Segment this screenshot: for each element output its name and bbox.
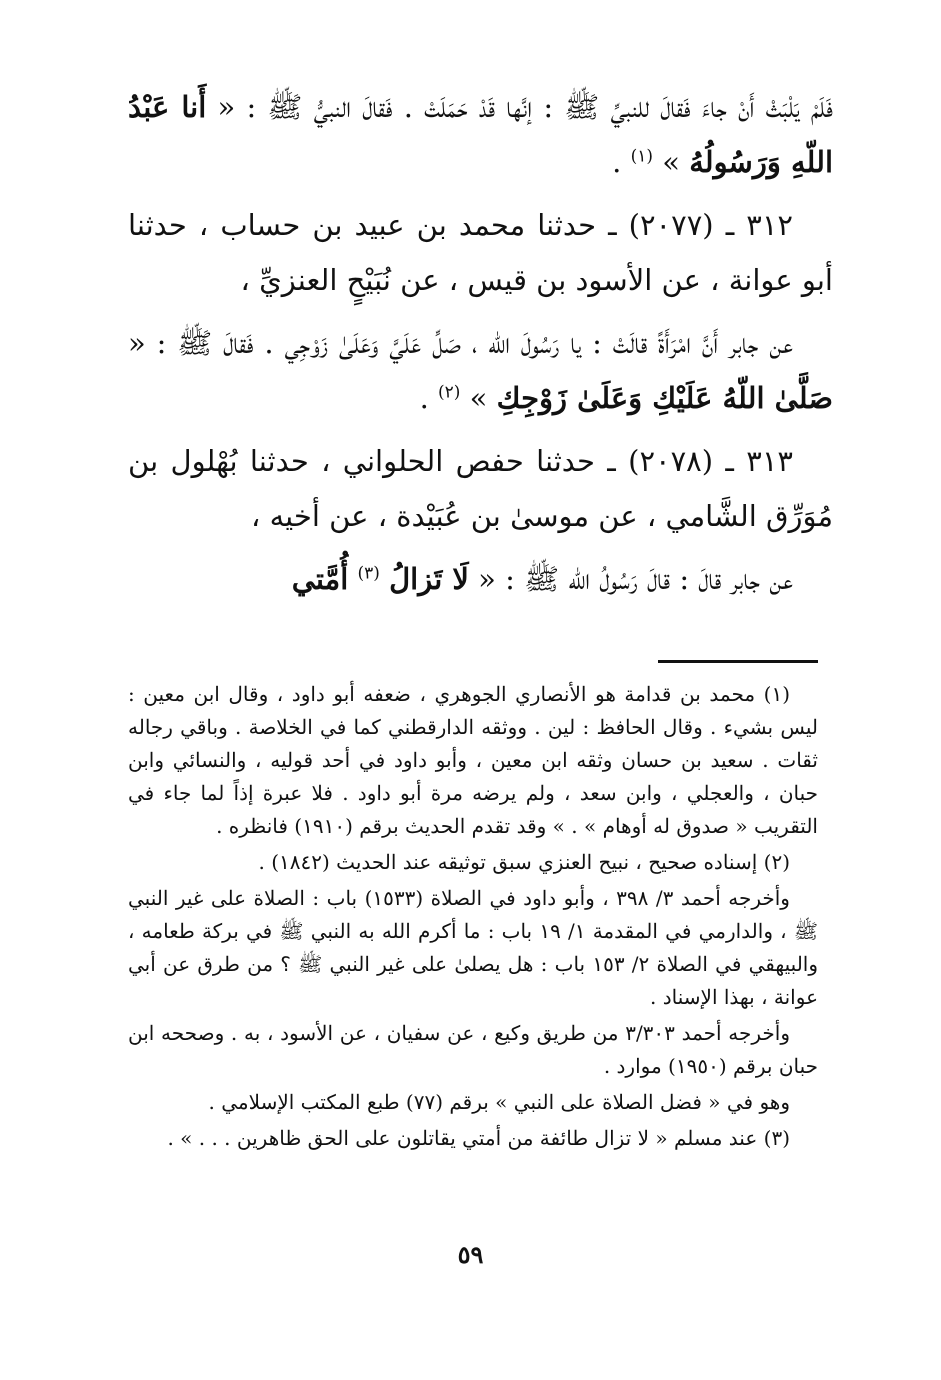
footnote-2-takhrij-2: وأخرجه أحمد ٣/٣٠٣ من طريق وكيع ، عن سفيان ، عن الأسود ، به . وصححه ابن حبان برقم (١٩٥٠) موارد .: [128, 1021, 818, 1078]
footnote-ref-1: (١): [630, 146, 653, 167]
footnote-2: (٢) إسناده صحيح ، نبيح العنزي سبق توثيقه عند الحديث (١٨٤٢) .: [258, 850, 790, 874]
footnote-1: (١) محمد بن قدامة هو الأنصاري الجوهري ، ضعفه أبو داود ، وقال ابن معين : ليس بشيء . وقال الحافظ : لين . ووثقه الدارقطني كما في الخلاصة . وباقي رجاله ثقات . سعيد بن حسان وثقه ابن معين ، وأبو داود في أحد قوليه ، والنسائي وابن حبان ، والعجلي ، وابن سعد ، ولم يرضه مرة أبو داود . فلا عبرة إذاً لما جاء في التقريب « صدوق له أوهام » . » وقد تقدم الحديث برقم (١٩١٠) فانظره .: [128, 682, 818, 838]
hadith-313-quote-a: لَا تَزالُ: [389, 562, 469, 596]
footnote-2-takhrij-3: وهو في « فضل الصلاة على النبي » برقم (٧٧) طبع المكتب الإسلامي .: [208, 1090, 790, 1114]
hadith-313-matn-intro: عن جابر قالَ : قالَ رَسُولُ الله ﷺ : «: [478, 562, 793, 596]
hadith-312-matn-intro: عن جابر أَنَّ امْرَأَةً قالَتْ : يا رَسُولَ الله ، صَلِّ عَلَيَّ وَعَلَىٰ زَوْجِي . فَقالَ ﷺ : «: [128, 326, 793, 360]
main-text: [128, 80, 833, 615]
hadith-312-matn: [128, 316, 833, 426]
hadith-312-isnad: ٣١٢ ـ (٢٠٧٧) ـ حدثنا محمد بن عبيد بن حساب ، حدثنا أبو عوانة ، عن الأسود بن قيس ، عن نُبَيْحٍ العنزيِّ ،: [128, 208, 833, 297]
footnote-ref-2: (٢): [438, 382, 461, 403]
page-number: ٥٩: [457, 1240, 484, 1269]
footnote-ref-3: (٣): [357, 563, 380, 584]
hadith-312-quote-close: »: [469, 381, 488, 415]
hadith-313-matn: [128, 552, 833, 607]
hadith-311-quote-close: »: [662, 145, 680, 179]
hadith-311-ending: [128, 80, 833, 190]
hadith-311-intro: فَلَمْ يَلْبَثْ أَنْ جاءَ فَقالَ للنبيِّ ﷺ : إنَّها قَدْ حَمَلَتْ . فَقالَ النبيُّ ﷺ : «: [217, 90, 834, 124]
footnote-divider: [658, 660, 818, 663]
hadith-311-end-mark: .: [612, 145, 622, 179]
hadith-311-quote: أَنا عَبْدُ اللّهِ وَرَسُولُهُ: [128, 90, 833, 179]
hadith-313-quote-b: أُمَّتي: [291, 562, 349, 596]
hadith-312-quote: صَلَّىٰ اللّهُ عَلَيْكِ وَعَلَىٰ زَوْجِكِ: [496, 381, 833, 415]
footnote-2-takhrij-1: وأخرجه أحمد ٣/ ٣٩٨ ، وأبو داود في الصلاة (١٥٣٣) باب : الصلاة على غير النبي ﷺ ، والدارمي في المقدمة ١/ ١٩ باب : ما أكرم الله به النبي ﷺ في بركة طعامه ، والبيهقي في الصلاة ٢/ ١٥٣ باب : هل يصلىٰ على غير النبي ﷺ ؟ من طرق عن أبي عوانة ، بهذا الإسناد .: [128, 886, 818, 1009]
hadith-312-end-mark: .: [419, 381, 429, 415]
footnote-3: (٣) عند مسلم « لا تزال طائفة من أمتي يقاتلون على الحق ظاهرين . . . » .: [167, 1126, 790, 1150]
footnotes: [128, 678, 818, 1158]
hadith-313-isnad: ٣١٣ ـ (٢٠٧٨) ـ حدثنا حفص الحلواني ، حدثنا بُهْلول بن مُوَرِّق الشَّامي ، عن موسىٰ بن عُبَيْدة ، عن أخيه ،: [128, 444, 833, 533]
